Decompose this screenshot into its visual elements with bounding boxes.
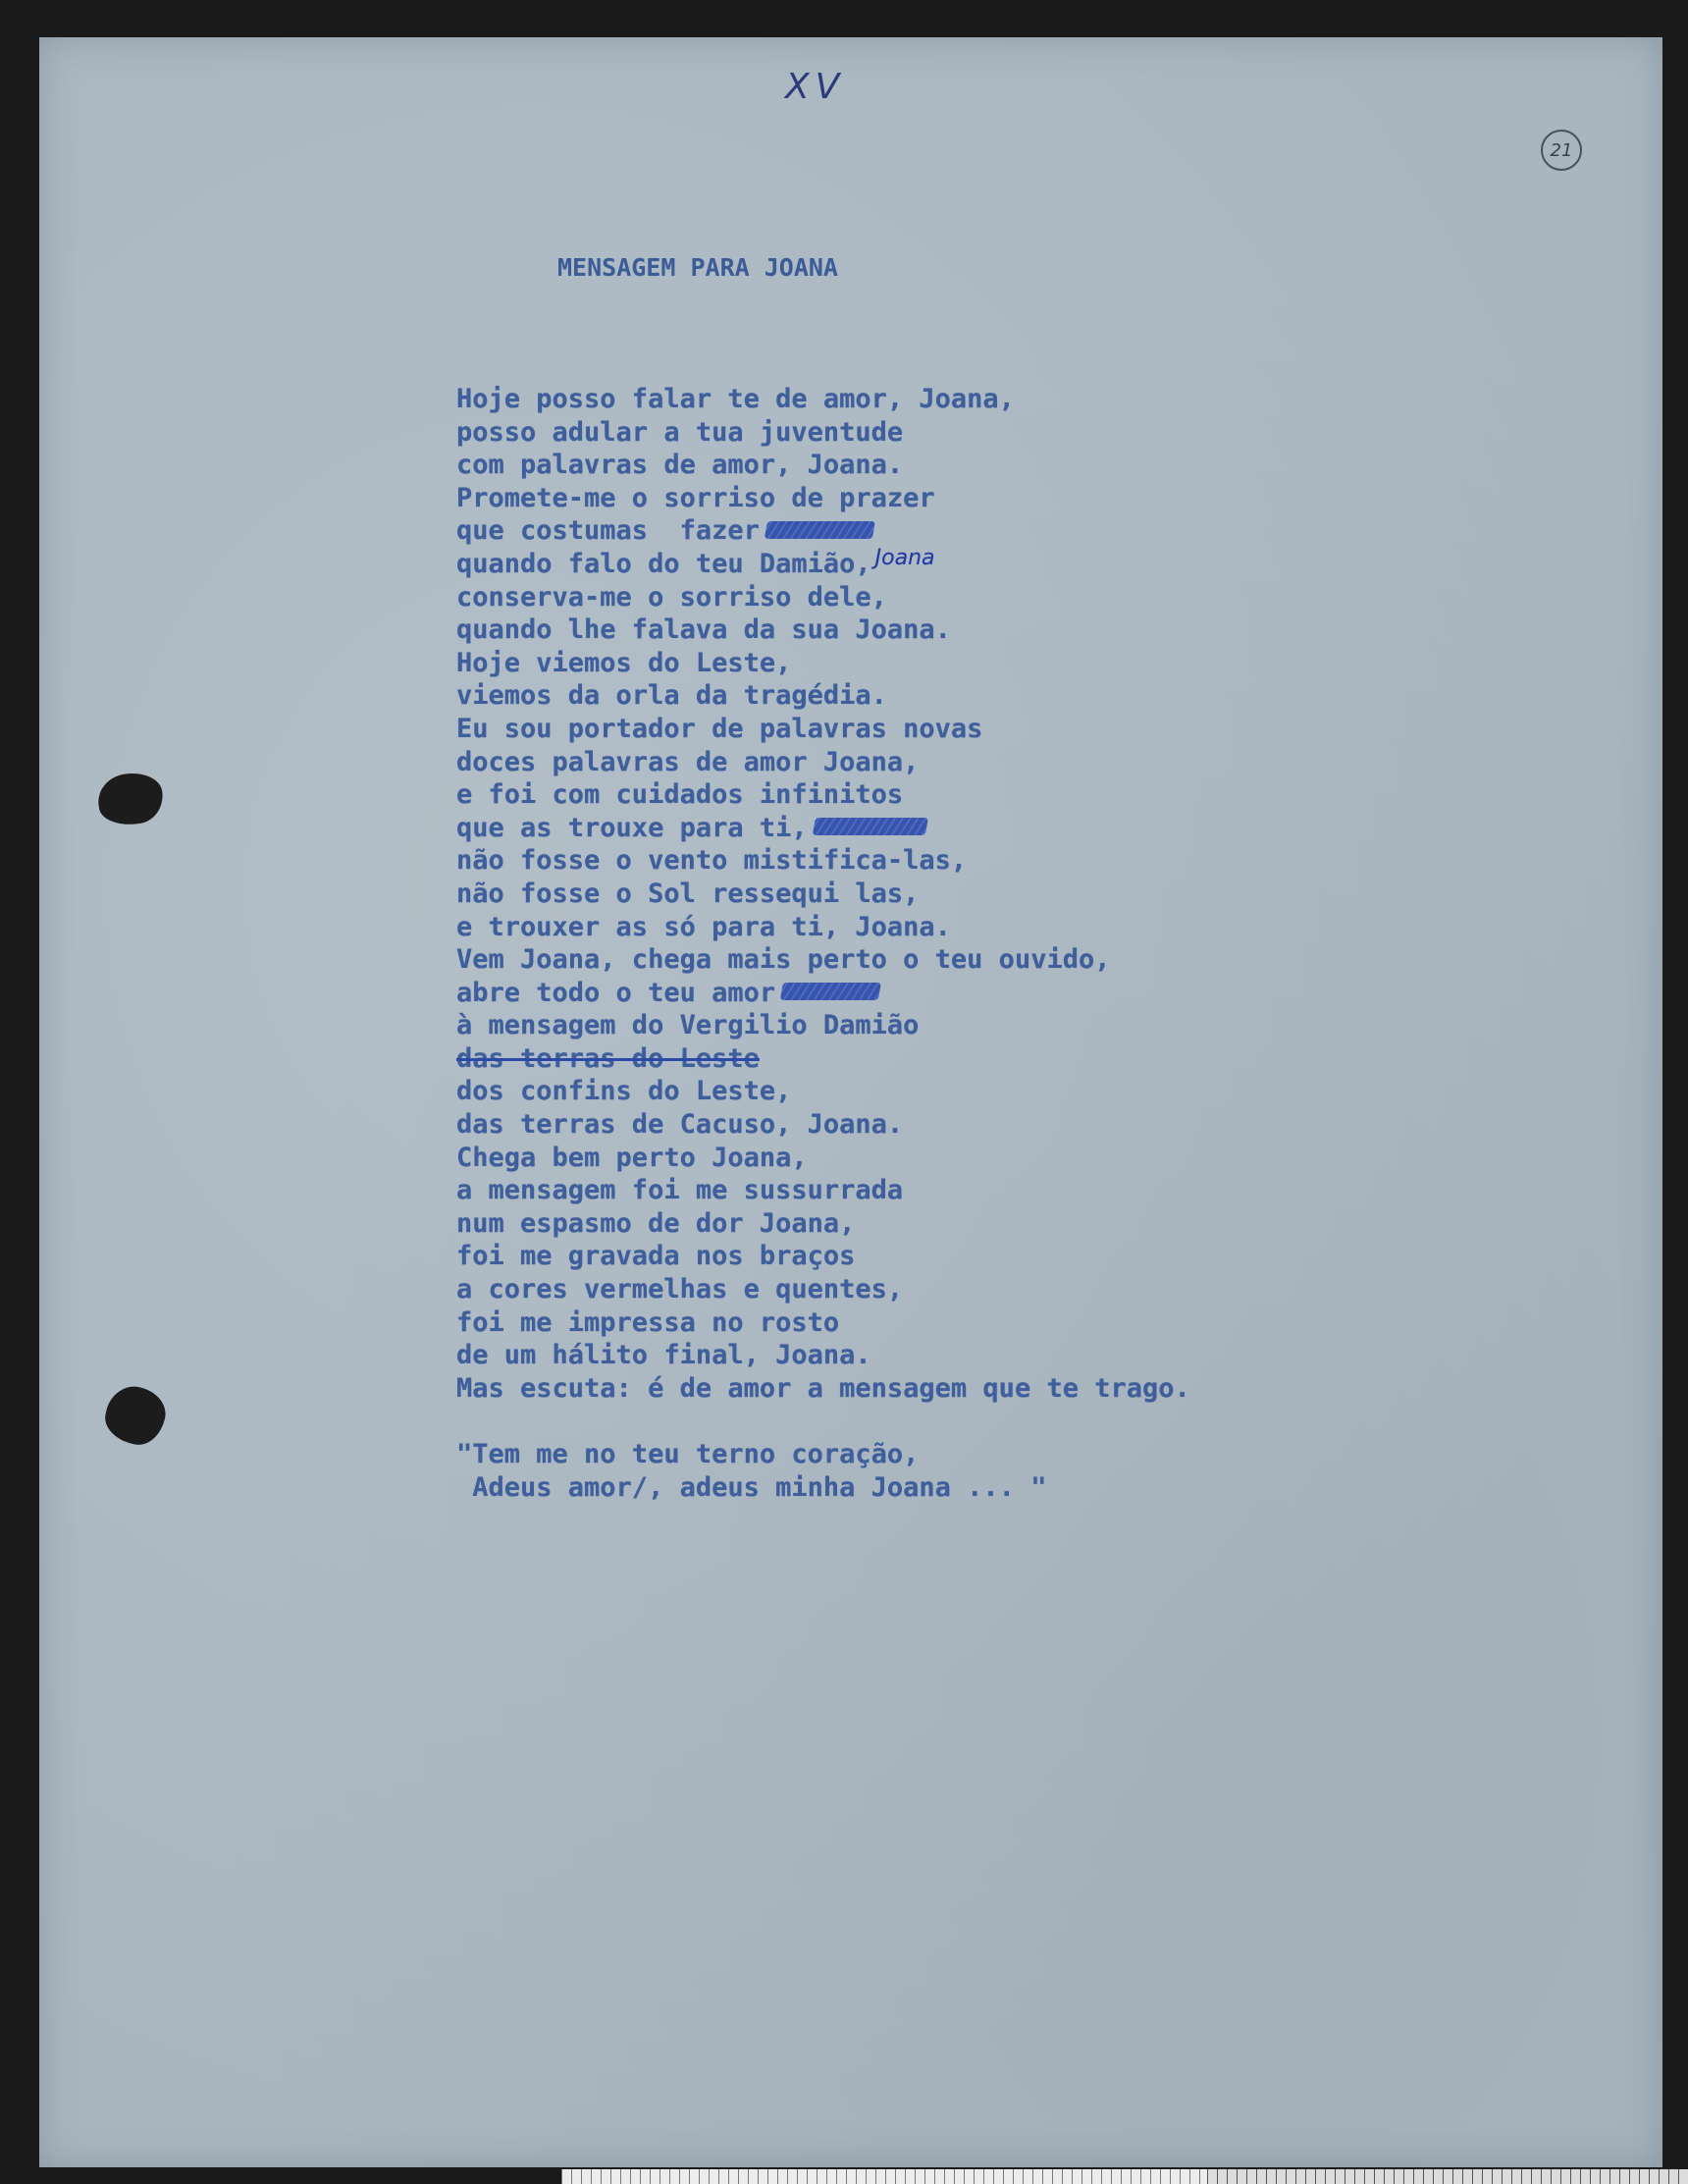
scale-ruler-segment bbox=[1207, 2169, 1688, 2184]
poem-line-text: Adeus amor/, adeus minha Joana ... " bbox=[456, 1471, 1047, 1503]
poem-line bbox=[456, 878, 1190, 911]
poem-line bbox=[456, 1207, 1190, 1241]
handwritten-roman-numeral: XV bbox=[785, 67, 846, 107]
poem-line-text: Chega bem perto Joana, bbox=[456, 1142, 808, 1173]
poem-line bbox=[456, 746, 1190, 779]
poem-line-text: com palavras de amor, Joana. bbox=[456, 450, 904, 481]
poem-line-text: quando falo do teu Damião, bbox=[456, 548, 871, 579]
poem-line bbox=[456, 1471, 1190, 1505]
handwritten-insertion: Joana bbox=[874, 545, 935, 570]
poem-line-text: Eu sou portador de palavras novas bbox=[456, 713, 983, 744]
poem-line bbox=[456, 613, 1190, 647]
poem-line-text: não fosse o vento mistifica-las, bbox=[456, 845, 968, 877]
poem-line-text: abre todo o teu amor bbox=[456, 977, 776, 1008]
poem-line bbox=[456, 713, 1190, 746]
poem-line-text: não fosse o Sol ressequi las, bbox=[456, 878, 920, 909]
poem-line bbox=[456, 1042, 1190, 1076]
poem-line bbox=[456, 1339, 1190, 1372]
poem-line bbox=[456, 812, 1190, 845]
poem-line-text: à mensagem do Vergilio Damião bbox=[456, 1010, 920, 1041]
poem-line bbox=[456, 1438, 1190, 1471]
poem-line-text: de um hálito final, Joana. bbox=[456, 1340, 871, 1371]
poem-line bbox=[456, 1273, 1190, 1306]
poem-line-text: viemos da orla da tragédia. bbox=[456, 680, 887, 712]
poem-line bbox=[456, 1108, 1190, 1142]
poem-line-text: Mas escuta: é de amor a mensagem que te trago. bbox=[456, 1372, 1190, 1404]
scale-ruler bbox=[561, 2169, 1688, 2184]
poem-line-text: a mensagem foi me sussurrada bbox=[456, 1175, 904, 1206]
poem-line bbox=[456, 416, 1190, 450]
ink-scribble-correction bbox=[812, 818, 927, 835]
poem-line bbox=[456, 778, 1190, 812]
paper-sheet bbox=[39, 37, 1662, 2167]
ink-scribble-correction bbox=[765, 521, 875, 539]
poem-line bbox=[456, 545, 1190, 581]
poem-line-text: Hoje viemos do Leste, bbox=[456, 647, 792, 678]
poem-line-text: quando lhe falava da sua Joana. bbox=[456, 614, 951, 646]
poem-body bbox=[456, 383, 1190, 1504]
poem-line-text: num espasmo de dor Joana, bbox=[456, 1207, 856, 1239]
poem-line-text: que costumas fazer bbox=[456, 515, 760, 547]
poem-line bbox=[456, 1372, 1190, 1406]
poem-line-text: foi me gravada nos braços bbox=[456, 1241, 856, 1272]
poem-line-text: posso adular a tua juventude bbox=[456, 416, 904, 448]
poem-line bbox=[456, 911, 1190, 944]
ink-scribble-correction bbox=[780, 983, 881, 1000]
poem-line bbox=[456, 1174, 1190, 1207]
poem-line bbox=[456, 1240, 1190, 1273]
poem-line-text: a cores vermelhas e quentes, bbox=[456, 1274, 904, 1305]
poem-line bbox=[456, 977, 1190, 1010]
poem-line-text: Vem Joana, chega mais perto o teu ouvido, bbox=[456, 944, 1111, 976]
poem-line bbox=[456, 514, 1190, 548]
poem-line bbox=[456, 1306, 1190, 1340]
poem-line-text: das terras de Cacuso, Joana. bbox=[456, 1109, 904, 1141]
folio-number-circle bbox=[1541, 130, 1582, 171]
poem-line bbox=[456, 449, 1190, 482]
poem-line bbox=[456, 1142, 1190, 1175]
stanza-gap bbox=[456, 1405, 1190, 1438]
poem-line-text: doces palavras de amor Joana, bbox=[456, 746, 920, 777]
folio-number: 21 bbox=[1550, 139, 1573, 161]
poem-line bbox=[456, 482, 1190, 515]
poem-line bbox=[456, 383, 1190, 416]
poem-line bbox=[456, 1009, 1190, 1042]
poem-line bbox=[456, 943, 1190, 977]
poem-line-text: dos confins do Leste, bbox=[456, 1076, 792, 1107]
poem-title: MENSAGEM PARA JOANA bbox=[557, 253, 838, 282]
punch-hole-lower bbox=[101, 1381, 171, 1449]
poem-line-text: "Tem me no teu terno coração, bbox=[456, 1439, 920, 1469]
poem-line bbox=[456, 581, 1190, 614]
poem-line-text: que as trouxe para ti, bbox=[456, 812, 808, 843]
poem-line bbox=[456, 844, 1190, 878]
poem-line-text: Hoje posso falar te de amor, Joana, bbox=[456, 384, 1015, 414]
poem-line-text: foi me impressa no rosto bbox=[456, 1306, 840, 1338]
poem-line bbox=[456, 647, 1190, 680]
poem-line bbox=[456, 1075, 1190, 1108]
poem-line-text: conserva-me o sorriso dele, bbox=[456, 581, 887, 613]
punch-hole-upper bbox=[95, 770, 167, 829]
poem-line bbox=[456, 679, 1190, 713]
poem-line-text: e foi com cuidados infinitos bbox=[456, 779, 904, 811]
poem-line-text: e trouxer as só para ti, Joana. bbox=[456, 911, 951, 942]
poem-line-text: Promete-me o sorriso de prazer bbox=[456, 482, 935, 513]
struck-through-text: das terras do Leste bbox=[456, 1042, 760, 1074]
